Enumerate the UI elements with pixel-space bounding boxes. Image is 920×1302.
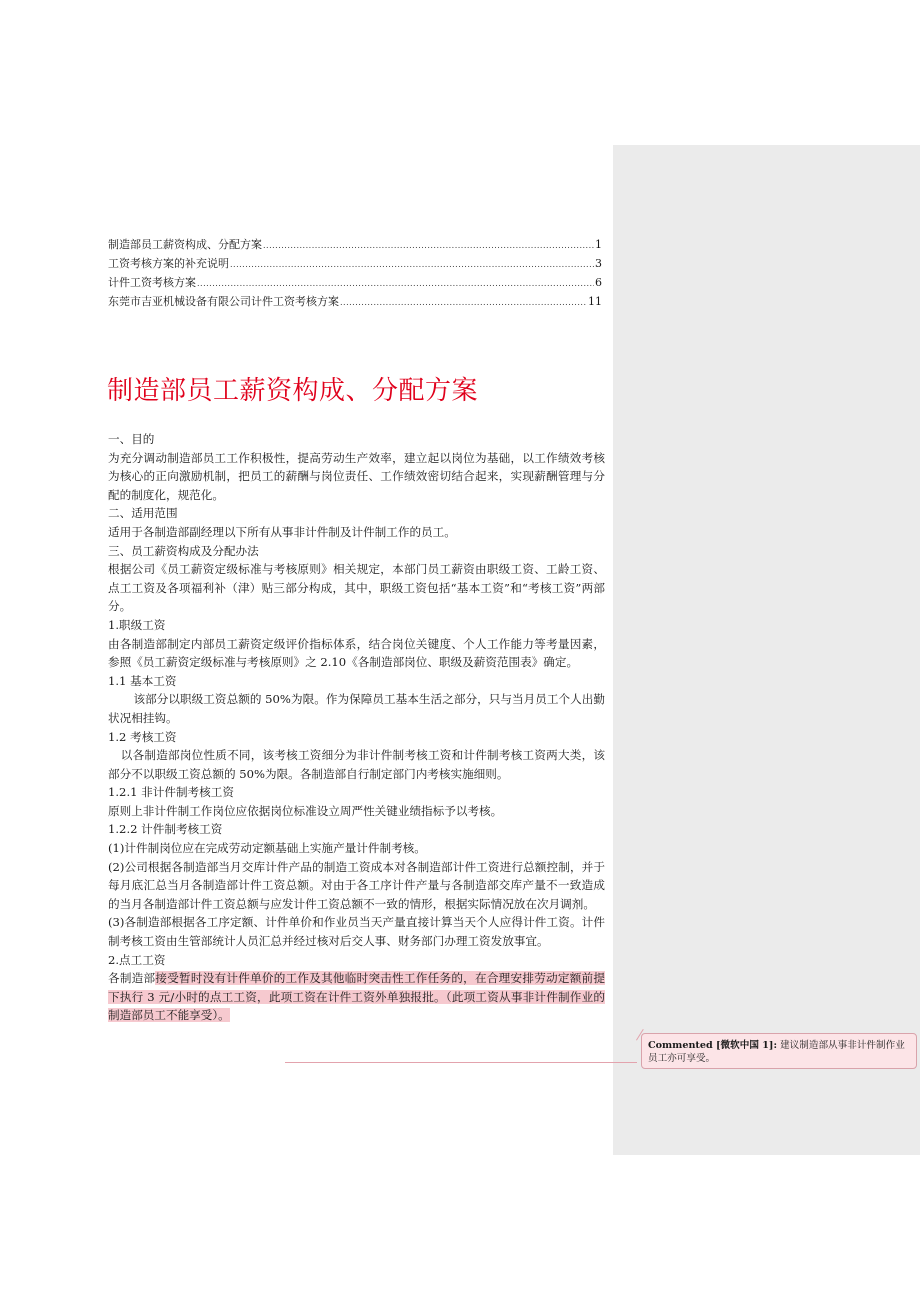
- toc-entry-page: 1: [595, 238, 602, 251]
- toc-leader-dots: [340, 293, 587, 312]
- comment-author-label: Commented [微软中国 1]:: [648, 1040, 778, 1051]
- list-item: (3)各制造部根据各工序定额、计件单价和作业员当天产量直接计算当天个人应得计件工资。计件制考核工资由生管部统计人员汇总并经过核对后交人事、财务部门办理工资发放事宜。: [108, 915, 605, 949]
- toc-entry[interactable]: [108, 254, 602, 273]
- paragraph: 该部分以职级工资总额的 50%为限。作为保障员工基本生活之部分，只与当月员工个人出勤状况相挂钩。: [108, 692, 605, 725]
- document-body: [108, 430, 605, 1025]
- toc-entry[interactable]: [108, 235, 602, 254]
- document-heading: 制造部员工薪资构成、分配方案: [107, 376, 479, 406]
- subsection-title: 1.2 考核工资: [108, 729, 177, 744]
- paragraph: 由各制造部制定内部员工薪资定级评价指标体系，结合岗位关键度、个人工作能力等考量因素，参照《员工薪资定级标准与考核原则》之 2.10《各制造部岗位、职级及薪资范围表》确定。: [108, 636, 605, 670]
- toc-entry-page: 3: [595, 257, 602, 270]
- table-of-contents: [108, 235, 602, 311]
- comment-balloon[interactable]: [641, 1033, 917, 1069]
- toc-entry-page: 6: [595, 276, 602, 289]
- toc-entry-page: 11: [588, 295, 602, 308]
- subsection-title: 1.职级工资: [108, 617, 166, 632]
- toc-entry-title: 工资考核方案的补充说明: [108, 257, 229, 270]
- toc-entry[interactable]: [108, 292, 602, 311]
- toc-entry-title: 制造部员工薪资构成、分配方案: [108, 238, 262, 251]
- toc-entry-title: 计件工资考核方案: [108, 276, 196, 289]
- paragraph-lead-text: 各制造部: [108, 971, 156, 986]
- list-item: (1)计件制岗位应在完成劳动定额基础上实施产量计件制考核。: [108, 841, 426, 856]
- comment-text: 建议制造部从事非计件制作业员工亦可享受。: [648, 1040, 905, 1064]
- paragraph: 根据公司《员工薪资定级标准与考核原则》相关规定，本部门员工薪资由职级工资、工龄工资、点工工资及各项福利补（津）贴三部分构成，其中，职级工资包括“基本工资”和“考核工资”两部分。: [108, 562, 605, 614]
- toc-leader-dots: [230, 255, 594, 274]
- section-title: 一、目的: [108, 432, 155, 446]
- paragraph: 原则上非计件制工作岗位应依据岗位标准设立周严性关键业绩指标予以考核。: [108, 803, 503, 818]
- paragraph: 适用于各制造部副经理以下所有从事非计件制及计件制工作的员工。: [108, 524, 456, 539]
- toc-leader-dots: [197, 274, 594, 293]
- paragraph: 为充分调动制造部员工工作积极性，提高劳动生产效率，建立起以岗位为基础，以工作绩效考核为核心的正向激励机制，把员工的薪酬与岗位责任、工作绩效密切结合起来，实现薪酬管理与分配的制度化，规范化。: [108, 450, 605, 502]
- toc-entry[interactable]: [108, 273, 602, 292]
- toc-entry-title: 东莞市吉亚机械设备有限公司计件工资考核方案: [108, 295, 339, 308]
- comments-margin-panel: [613, 145, 920, 1155]
- list-item: (2)公司根据各制造部当月交库计件产品的制造工资成本对各制造部计件工资进行总额控制，并于每月底汇总当月各制造部计件工资总额。对由于各工序计件产量与各制造部交库产量不一致造成的当月各制造部计件工资总额与应发计件工资总额不一致的情形，根据实际情况放在次月调剂。: [108, 859, 605, 911]
- subsection-title: 2.点工工资: [108, 952, 166, 967]
- comment-connector-line: [285, 1062, 637, 1063]
- subsection-title: 1.2.2 计件制考核工资: [108, 822, 223, 837]
- section-title: 二、适用范围: [108, 506, 178, 521]
- subsection-title: 1.2.1 非计件制考核工资: [108, 785, 234, 800]
- paragraph: 以各制造部岗位性质不同，该考核工资细分为非计件制考核工资和计件制考核工资两大类，该部分不以职级工资总额的 50%为限。各制造部自行制定部门内考核实施细则。: [108, 748, 605, 781]
- commented-text-highlight[interactable]: 接受暂时没有计件单价的工作及其他临时突击性工作任务的，在合理安排劳动定额前提下执行 3 元/小时的点工工资，此项工资在计件工资外单独报批。（此项工资从事非计件制作业的制造部员工不能享受）。: [108, 971, 605, 1023]
- subsection-title: 1.1 基本工资: [108, 673, 177, 688]
- paragraph: [108, 969, 605, 1025]
- toc-leader-dots: [263, 236, 594, 255]
- section-title: 三、员工薪资构成及分配办法: [108, 543, 259, 558]
